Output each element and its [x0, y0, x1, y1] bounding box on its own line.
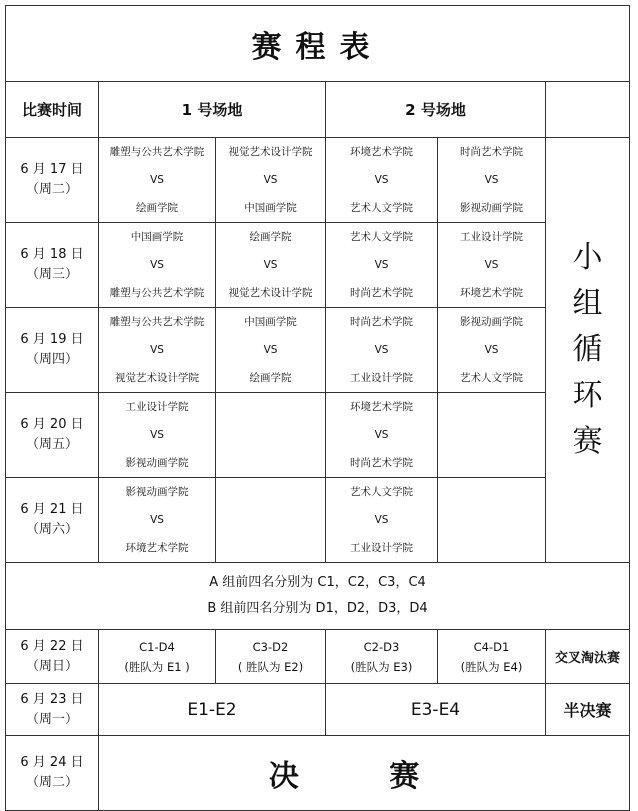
date-text: 6 月 18 日	[20, 247, 84, 262]
header-time: 比赛时间	[6, 82, 99, 138]
header-venue-1: 1 号场地	[99, 82, 326, 138]
final-label: 决 赛	[99, 736, 630, 811]
date-text: 6 月 20 日	[20, 417, 84, 432]
away-team: 视觉艺术设计学院	[228, 287, 313, 299]
away-team: 环境艺术学院	[125, 542, 189, 554]
match-cell	[99, 138, 216, 223]
home-team: 视觉艺术设计学院	[228, 146, 313, 158]
group-b-note: B 组前四名分别为 D1，D2，D3，D4	[207, 601, 428, 616]
knockout-pair: C1-D4	[139, 639, 175, 654]
empty-match-cell	[216, 478, 326, 563]
date-cell	[6, 736, 99, 811]
home-team: 艺术人文学院	[350, 231, 413, 243]
weekday-text: （周五）	[25, 437, 78, 452]
group-day-row	[6, 478, 630, 563]
away-team: 中国画学院	[244, 202, 297, 214]
knockout-winner: (胜队为 E1 )	[124, 659, 190, 674]
knockout-pair: C4-D1	[473, 639, 510, 654]
vs-label: VS	[374, 429, 389, 441]
match-cell	[326, 308, 438, 393]
vs-label: VS	[263, 174, 278, 186]
match-cell	[99, 308, 216, 393]
away-team: 时尚艺术学院	[350, 457, 413, 469]
home-team: 中国画学院	[244, 316, 297, 328]
home-team: 时尚艺术学院	[460, 146, 523, 158]
vs-label: VS	[150, 174, 164, 186]
vs-label: VS	[484, 259, 499, 271]
knockout-match-cell	[99, 630, 216, 684]
empty-match-cell	[438, 478, 546, 563]
knockout-winner: (胜队为 E3)	[350, 659, 413, 674]
group-ranking-note	[6, 563, 630, 630]
weekday-text: （周二）	[25, 182, 78, 197]
match-cell	[216, 138, 326, 223]
knockout-pair: C3-D2	[252, 639, 289, 654]
date-text: 6 月 21 日	[20, 502, 84, 517]
group-stage-char: 循	[572, 332, 603, 367]
group-stage-char: 环	[572, 378, 603, 413]
final-row	[6, 736, 630, 811]
knockout-match-cell	[326, 630, 438, 684]
match-cell	[438, 308, 546, 393]
empty-match-cell	[216, 393, 326, 478]
weekday-text: （周日）	[25, 658, 78, 674]
match-cell	[216, 223, 326, 308]
match-cell	[326, 393, 438, 478]
vs-label: VS	[150, 514, 164, 526]
date-text: 6 月 19 日	[20, 332, 84, 347]
home-team: 影视动画学院	[460, 316, 523, 328]
knockout-match-cell	[216, 630, 326, 684]
home-team: 环境艺术学院	[350, 146, 413, 158]
vs-label: VS	[374, 259, 389, 271]
semifinal-match-1: E1-E2	[99, 684, 326, 736]
weekday-text: （周三）	[25, 267, 78, 282]
group-day-row	[6, 393, 630, 478]
vs-label: VS	[150, 259, 164, 271]
weekday-text: （周六）	[25, 522, 78, 537]
date-text: 6 月 24 日	[20, 755, 84, 770]
group-stage-char: 小	[572, 240, 603, 275]
weekday-text: （周四）	[25, 352, 78, 367]
vs-label: VS	[263, 259, 278, 271]
vs-label: VS	[150, 344, 164, 356]
date-cell	[6, 478, 99, 563]
away-team: 工业设计学院	[350, 542, 413, 554]
date-cell	[6, 630, 99, 684]
home-team: 雕塑与公共艺术学院	[109, 316, 205, 328]
home-team: 工业设计学院	[460, 231, 523, 243]
away-team: 雕塑与公共艺术学院	[109, 287, 205, 299]
weekday-text: （周一）	[25, 711, 78, 727]
away-team: 绘画学院	[136, 202, 178, 214]
match-cell	[326, 478, 438, 563]
knockout-row	[6, 630, 630, 684]
vs-label: VS	[263, 344, 278, 356]
date-text: 6 月 23 日	[20, 691, 84, 707]
away-team: 工业设计学院	[350, 372, 413, 384]
away-team: 视觉艺术设计学院	[115, 372, 199, 384]
page-title: 赛程表	[6, 6, 630, 82]
schedule-table	[5, 5, 630, 811]
semifinal-row	[6, 684, 630, 736]
knockout-winner: ( 胜队为 E2)	[237, 659, 304, 674]
vs-label: VS	[374, 174, 389, 186]
match-cell	[216, 308, 326, 393]
date-text: 6 月 17 日	[20, 162, 84, 177]
match-cell	[99, 393, 216, 478]
home-team: 绘画学院	[249, 231, 292, 243]
vs-label: VS	[484, 174, 499, 186]
match-cell	[99, 223, 216, 308]
date-cell	[6, 138, 99, 223]
home-team: 中国画学院	[130, 231, 184, 243]
home-team: 工业设计学院	[125, 401, 189, 413]
date-text: 6 月 22 日	[20, 638, 84, 654]
match-cell	[326, 138, 438, 223]
group-day-row	[6, 138, 630, 223]
away-team: 环境艺术学院	[460, 287, 523, 299]
away-team: 艺术人文学院	[460, 372, 523, 384]
match-cell	[99, 478, 216, 563]
group-stage-char: 组	[572, 286, 603, 321]
header-stage	[546, 82, 630, 138]
group-stage-label	[546, 138, 630, 563]
semifinal-label: 半决赛	[546, 684, 630, 736]
away-team: 时尚艺术学院	[350, 287, 413, 299]
vs-label: VS	[484, 344, 499, 356]
group-stage-char: 赛	[572, 424, 603, 459]
home-team: 影视动画学院	[125, 486, 189, 498]
group-day-row	[6, 223, 630, 308]
date-cell	[6, 308, 99, 393]
semifinal-match-2: E3-E4	[326, 684, 546, 736]
group-a-note: A 组前四名分别为 C1，C2，C3，C4	[209, 575, 426, 590]
vs-label: VS	[374, 514, 389, 526]
match-cell	[326, 223, 438, 308]
match-cell	[438, 223, 546, 308]
empty-match-cell	[438, 393, 546, 478]
away-team: 艺术人文学院	[350, 202, 413, 214]
weekday-text: （周二）	[25, 775, 78, 790]
away-team: 影视动画学院	[125, 457, 189, 469]
match-cell	[438, 138, 546, 223]
group-day-row	[6, 308, 630, 393]
home-team: 雕塑与公共艺术学院	[109, 146, 205, 158]
knockout-pair: C2-D3	[363, 639, 400, 654]
knockout-winner: (胜队为 E4)	[460, 659, 523, 674]
home-team: 艺术人文学院	[350, 486, 413, 498]
home-team: 环境艺术学院	[350, 401, 413, 413]
vs-label: VS	[374, 344, 389, 356]
away-team: 绘画学院	[249, 372, 292, 384]
date-cell	[6, 223, 99, 308]
knockout-label: 交叉淘汰赛	[546, 630, 630, 684]
knockout-match-cell	[438, 630, 546, 684]
away-team: 影视动画学院	[460, 202, 523, 214]
home-team: 时尚艺术学院	[350, 316, 413, 328]
date-cell	[6, 393, 99, 478]
vs-label: VS	[150, 429, 164, 441]
date-cell	[6, 684, 99, 736]
header-venue-2: 2 号场地	[326, 82, 546, 138]
